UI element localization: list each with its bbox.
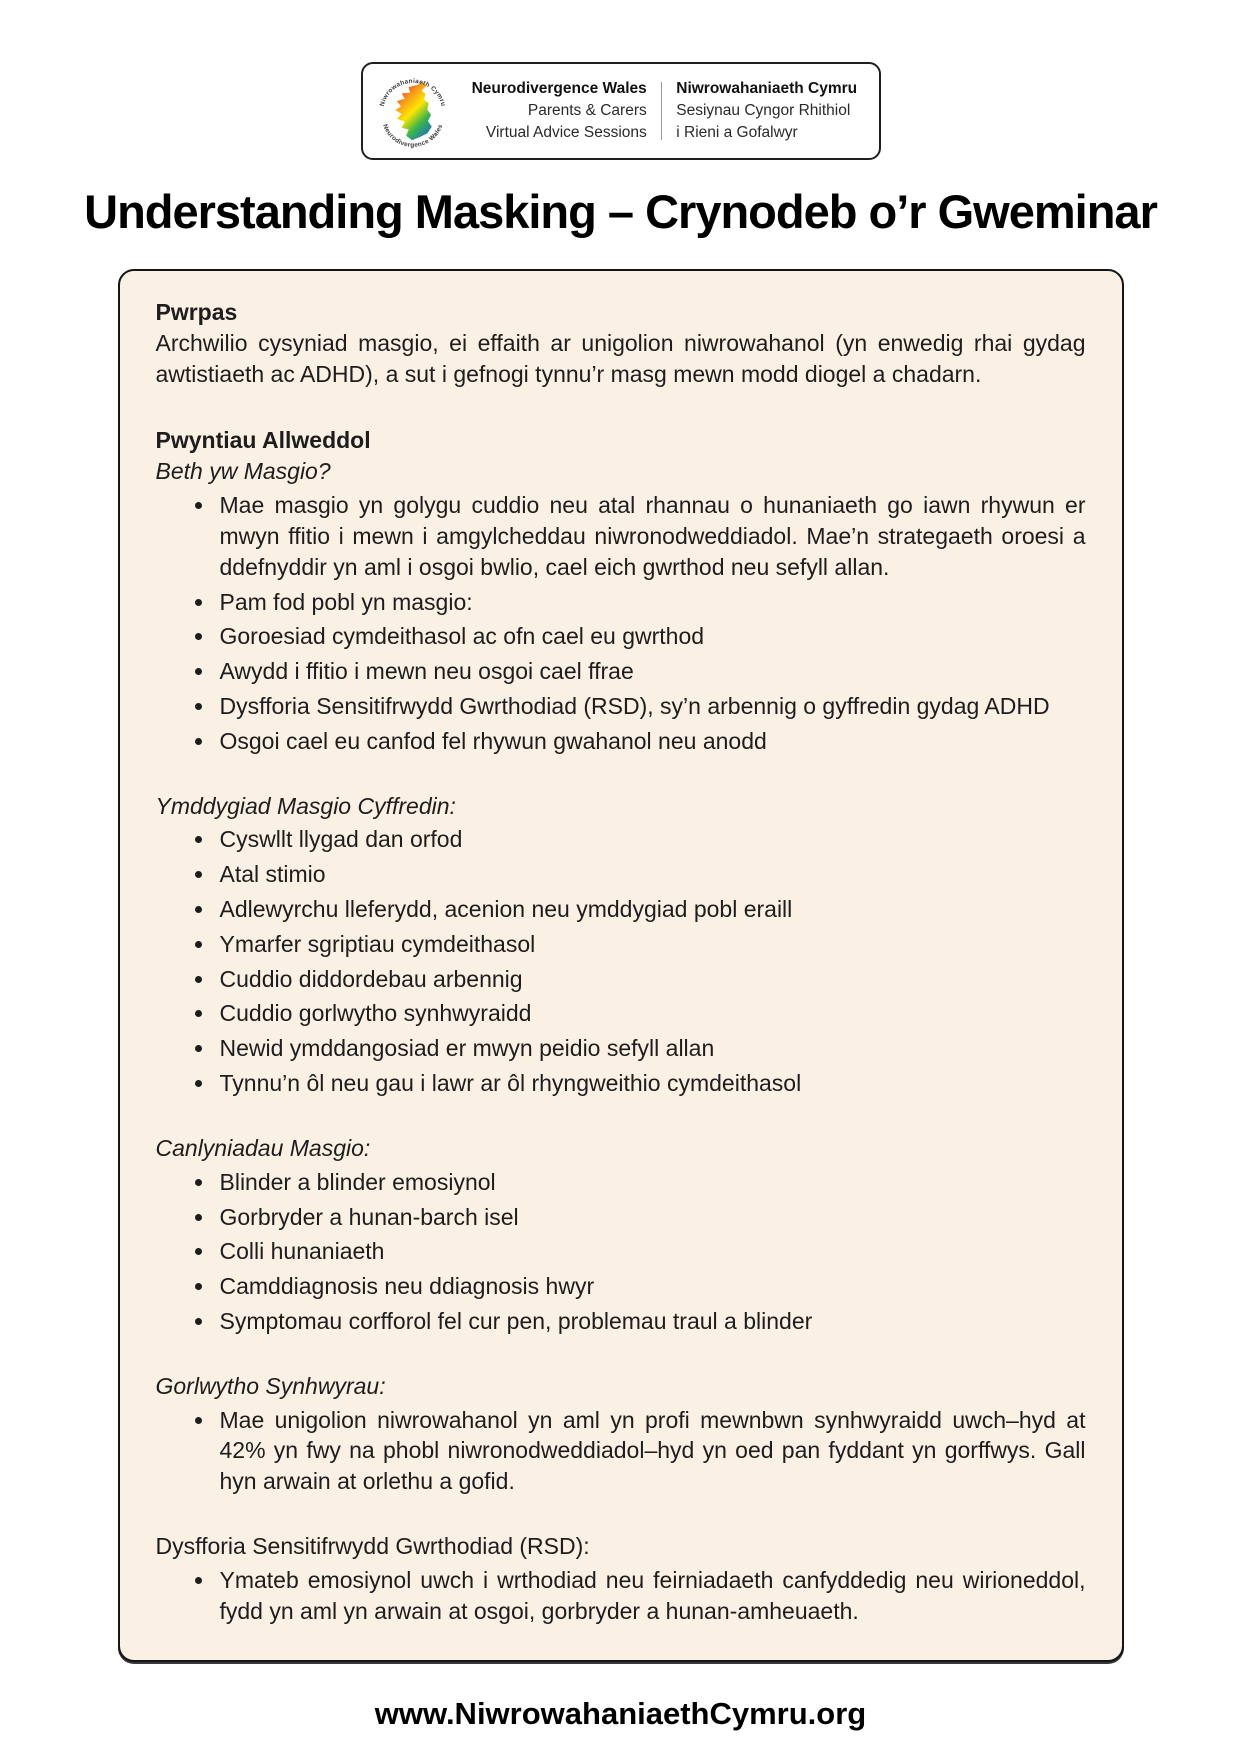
section-what-is-masking xyxy=(156,456,1086,756)
bullet-list xyxy=(156,490,1086,757)
section-subheading: Ymddygiad Masgio Cyffredin: xyxy=(155,792,456,819)
bullet-item: • Newid ymddangosiad er mwyn peidio sefyll allan xyxy=(216,1033,1086,1064)
bullet-item: • Mae unigolion niwrowahanol yn aml yn profi mewnbwn synhwyraidd uwch–hyd at 42% yn fwy na phobl niwronodweddiadol–hyd yn oed pan fyddant yn gorffwys. Gall hyn arwain at orlethu a gofid. xyxy=(216,1405,1086,1497)
bullet-item: • Cyswllt llygad dan orfod xyxy=(216,824,1086,855)
bullet-item: • Ymarfer sgriptiau cymdeithasol xyxy=(216,929,1086,960)
brand-column-divider xyxy=(661,82,663,140)
purpose-paragraph: Archwilio cysyniad masgio, ei effaith ar unigolion niwrowahanol (yn enwedig rhai gydag awtistiaeth ac ADHD), a sut i gefnogi tynnu’r masg mewn modd diogel a chadarn. xyxy=(155,329,1086,387)
bullet-item: • Cuddio gorlwytho synhwyraidd xyxy=(216,998,1086,1029)
brand-english-line2: Parents & Carers xyxy=(527,102,647,119)
bullet-item: • Camddiagnosis neu ddiagnosis hwyr xyxy=(216,1271,1086,1302)
bullet-item: • Dysfforia Sensitifrwydd Gwrthodiad (RSD), sy’n arbennig o gyffredin gydag ADHD xyxy=(216,691,1086,722)
website-url: www.NiwrowahaniaethCymru.org xyxy=(374,1696,867,1732)
brand-english-line3: Virtual Advice Sessions xyxy=(485,124,647,141)
section-sensory-overload xyxy=(156,1371,1086,1497)
bullet-item: • Tynnu’n ôl neu gau i lawr ar ôl rhyngweithio cymdeithasol xyxy=(216,1068,1086,1099)
section-masking-consequences xyxy=(156,1133,1086,1337)
bullet-list xyxy=(156,1167,1086,1337)
webinar-summary-box xyxy=(118,269,1124,1662)
bullet-item: • Adlewyrchu lleferydd, acenion neu ymddygiad pobl eraill xyxy=(216,894,1086,925)
bullet-item: • Awydd i ffitio i mewn neu osgoi cael ffrae xyxy=(216,656,1086,687)
brand-english-title: Neurodivergence Wales xyxy=(471,80,647,97)
bullet-item: • Pam fod pobl yn masgio: xyxy=(216,587,1086,618)
brand-header-box xyxy=(361,62,881,160)
brand-welsh-line3: i Rieni a Gofalwyr xyxy=(676,124,798,141)
brand-welsh-title: Niwrowahaniaeth Cymru xyxy=(676,80,858,97)
key-points-heading: Pwyntiau Allweddol xyxy=(155,427,371,454)
brand-welsh-column xyxy=(676,78,858,144)
bullet-item: • Colli hunaniaeth xyxy=(216,1236,1086,1267)
bullet-list xyxy=(156,824,1086,1099)
neurodivergence-wales-logo-icon xyxy=(373,72,451,150)
bullet-item: • Osgoi cael eu canfod fel rhywun gwahanol neu anodd xyxy=(216,726,1086,757)
bullet-item: • Gorbryder a hunan-barch isel xyxy=(216,1202,1086,1233)
bullet-item: • Symptomau corfforol fel cur pen, problemau traul a blinder xyxy=(216,1306,1086,1337)
section-common-masking-behaviour xyxy=(156,791,1086,1099)
bullet-item: • Mae masgio yn golygu cuddio neu atal rhannau o hunaniaeth go iawn rhywun er mwyn ffitio i mewn i amgylcheddau niwronodweddiadol. Mae’n strategaeth oroesi a ddefnyddir yn aml i osgoi bwlio, cael eich gwrthod neu sefyll allan. xyxy=(216,490,1086,582)
section-subheading: Beth yw Masgio? xyxy=(155,458,331,485)
bullet-item: • Blinder a blinder emosiynol xyxy=(216,1167,1086,1198)
brand-english-column xyxy=(465,78,647,144)
page-title: Understanding Masking – Crynodeb o’r Gweminar xyxy=(84,185,1157,238)
wales-map-shape xyxy=(394,81,431,140)
section-subheading: Dysfforia Sensitifrwydd Gwrthodiad (RSD): xyxy=(155,1533,590,1559)
bullet-list xyxy=(156,1405,1086,1497)
brand-text-columns xyxy=(465,78,859,144)
brand-welsh-line2: Sesiynau Cyngor Rhithiol xyxy=(676,102,851,119)
bullet-item: • Ymateb emosiynol uwch i wrthodiad neu feirniadaeth canfyddedig neu wirioneddol, fydd yn aml yn arwain at osgoi, gorbryder a hunan-amheuaeth. xyxy=(216,1565,1086,1627)
bullet-item: • Atal stimio xyxy=(216,859,1086,890)
bullet-item: • Goroesiad cymdeithasol ac ofn cael eu gwrthod xyxy=(216,621,1086,652)
section-subheading: Gorlwytho Synhwyrau: xyxy=(155,1372,386,1399)
section-subheading: Canlyniadau Masgio: xyxy=(155,1134,371,1161)
section-rsd xyxy=(156,1531,1086,1626)
bullet-item: • Cuddio diddordebau arbennig xyxy=(216,964,1086,995)
logo-arc-bottom-text: Neurodivergence Wales xyxy=(380,123,444,149)
bullet-list xyxy=(156,1565,1086,1627)
logo-arc-top-text: Niwrowahaniaeth Cymru xyxy=(378,77,447,108)
purpose-heading: Pwrpas xyxy=(155,299,238,325)
